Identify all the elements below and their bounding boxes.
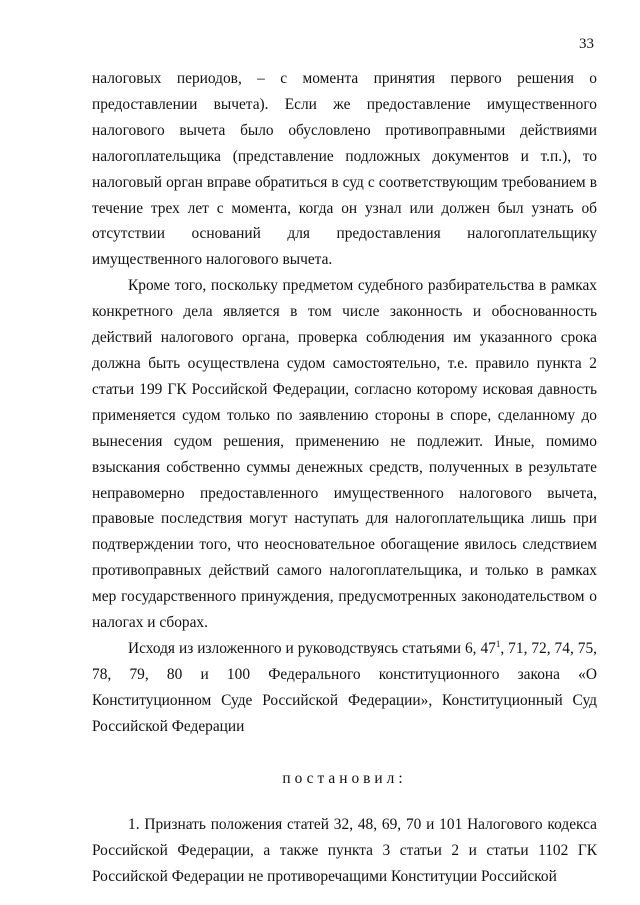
paragraph-2: Кроме того, поскольку предметом судебного разбирательства в рамках конкретного дела является в том числе законность и обоснованность действий налогового органа, проверка соблюдения им указанного срока должна быть осуществлена судом самостоятельно, т.е. правило пункта 2 статьи 199 ГК Российской Федерации, согласно которому исковая давность применяется судом только по заявлению стороны в споре, сделанному до вынесения судом решения, применению не подлежит. Иные, помимо взыскания собственно суммы денежных средств, полученных в результате неправомерно предоставленного имущественного налогового вычета, правовые последствия могут наступать для налогоплательщика лишь при подтверждении того, что неосновательное обогащение явилось следствием противоправных действий самого налогоплательщика, и только в рамках мер государственного принуждения, предусмотренных законодательством о налогах и сборах. — [92, 277, 597, 632]
paragraph-4: 1. Признать положения статей 32, 48, 69, 70 и 101 Налогового кодекса Российской Федерации, а также пункта 3 статьи 2 и статьи 1102 ГК Российской Федерации не противоречащими Конституции Российской — [92, 816, 597, 886]
paragraph-3 — [92, 636, 597, 740]
paragraph-3-start: Исходя из изложенного и руководствуясь статьями 6, 47 — [128, 639, 496, 657]
paragraph-1: налоговых периодов, – с момента принятия первого решения о предоставлении вычета). Если же предоставление имущественного налогового вычета было обусловлено противоправными действиями налогоплательщика (представление подложных документов и т.п.), то налоговый орган вправе обратиться в суд с соответствующим требованием в течение трех лет с момента, когда он узнал или должен был узнать об отсутствии оснований для предоставления налогоплательщику имущественного налогового вычета. — [92, 70, 597, 269]
paragraph-3-end: , 71, 72, 74, 75, 78, 79, 80 и 100 Федерального конституционного закона «О Конституционном Суде Российской Федерации», Конституционный Суд Российской Федерации — [92, 639, 597, 735]
document-body — [92, 66, 597, 890]
resolution-heading: постановил: — [282, 769, 407, 787]
superscript: 1 — [495, 638, 501, 649]
page-number: 33 — [579, 36, 594, 52]
